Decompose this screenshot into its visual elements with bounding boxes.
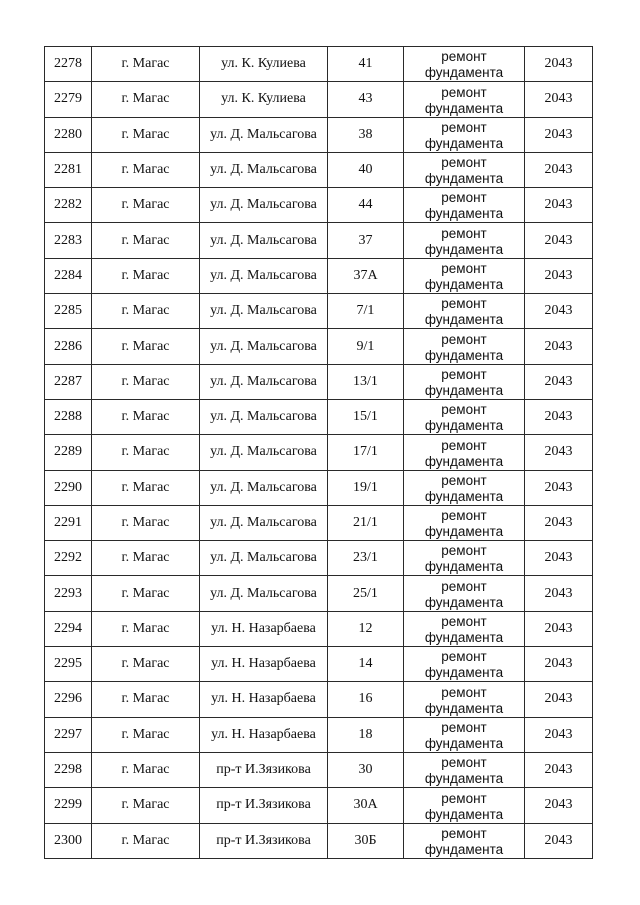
row-number-cell: 2296 xyxy=(45,682,92,717)
table-row xyxy=(45,223,593,258)
work-type-line1: ремонт xyxy=(441,331,487,347)
year-cell: 2043 xyxy=(525,223,593,258)
table-row xyxy=(45,364,593,399)
work-type-line2: фундамента xyxy=(424,841,504,857)
house-number-cell: 30А xyxy=(328,788,404,823)
work-type-line2: фундамента xyxy=(424,206,504,222)
work-type-cell xyxy=(404,329,525,364)
table-row xyxy=(45,294,593,329)
table-row xyxy=(45,470,593,505)
row-number-cell: 2285 xyxy=(45,294,92,329)
year-cell: 2043 xyxy=(525,823,593,858)
row-number-cell: 2300 xyxy=(45,823,92,858)
row-number-cell: 2289 xyxy=(45,435,92,470)
street-cell: ул. К. Кулиева xyxy=(200,47,328,82)
street-cell: ул. К. Кулиева xyxy=(200,82,328,117)
row-number-cell: 2292 xyxy=(45,541,92,576)
street-cell: ул. Д. Мальсагова xyxy=(200,505,328,540)
street-cell: ул. Д. Мальсагова xyxy=(200,294,328,329)
work-type-line2: фундамента xyxy=(424,171,504,187)
year-cell: 2043 xyxy=(525,470,593,505)
year-cell: 2043 xyxy=(525,611,593,646)
work-type-line1: ремонт xyxy=(441,437,487,453)
house-number-cell: 17/1 xyxy=(328,435,404,470)
city-cell: г. Магас xyxy=(92,364,200,399)
city-cell: г. Магас xyxy=(92,188,200,223)
city-cell: г. Магас xyxy=(92,399,200,434)
year-cell: 2043 xyxy=(525,364,593,399)
city-cell: г. Магас xyxy=(92,717,200,752)
city-cell: г. Магас xyxy=(92,682,200,717)
table-row xyxy=(45,611,593,646)
year-cell: 2043 xyxy=(525,47,593,82)
work-type-line1: ремонт xyxy=(441,366,487,382)
house-number-cell: 9/1 xyxy=(328,329,404,364)
work-type-cell xyxy=(404,788,525,823)
work-type-line2: фундамента xyxy=(424,418,504,434)
work-type-line2: фундамента xyxy=(424,735,504,751)
street-cell: ул. Д. Мальсагова xyxy=(200,188,328,223)
work-type-line1: ремонт xyxy=(441,84,487,100)
work-type-cell xyxy=(404,505,525,540)
city-cell: г. Магас xyxy=(92,329,200,364)
work-type-line2: фундамента xyxy=(424,771,504,787)
table-row xyxy=(45,152,593,187)
work-type-cell xyxy=(404,682,525,717)
street-cell: ул. Д. Мальсагова xyxy=(200,152,328,187)
row-number-cell: 2281 xyxy=(45,152,92,187)
house-number-cell: 21/1 xyxy=(328,505,404,540)
house-number-cell: 30Б xyxy=(328,823,404,858)
work-type-line2: фундамента xyxy=(424,594,504,610)
house-number-cell: 25/1 xyxy=(328,576,404,611)
year-cell: 2043 xyxy=(525,117,593,152)
work-type-cell xyxy=(404,82,525,117)
table-row xyxy=(45,258,593,293)
house-number-cell: 15/1 xyxy=(328,399,404,434)
work-type-line2: фундамента xyxy=(424,559,504,575)
work-type-line1: ремонт xyxy=(441,684,487,700)
house-number-cell: 7/1 xyxy=(328,294,404,329)
street-cell: ул. Н. Назарбаева xyxy=(200,717,328,752)
work-type-cell xyxy=(404,152,525,187)
work-type-line2: фундамента xyxy=(424,700,504,716)
work-type-line1: ремонт xyxy=(441,719,487,735)
table-body xyxy=(45,47,593,859)
table-row xyxy=(45,435,593,470)
year-cell: 2043 xyxy=(525,435,593,470)
table-row xyxy=(45,576,593,611)
work-type-line2: фундамента xyxy=(424,665,504,681)
city-cell: г. Магас xyxy=(92,611,200,646)
city-cell: г. Магас xyxy=(92,505,200,540)
city-cell: г. Магас xyxy=(92,152,200,187)
year-cell: 2043 xyxy=(525,82,593,117)
street-cell: ул. Д. Мальсагова xyxy=(200,258,328,293)
work-type-line2: фундамента xyxy=(424,453,504,469)
city-cell: г. Магас xyxy=(92,647,200,682)
street-cell: ул. Д. Мальсагова xyxy=(200,117,328,152)
house-number-cell: 40 xyxy=(328,152,404,187)
city-cell: г. Магас xyxy=(92,752,200,787)
house-number-cell: 12 xyxy=(328,611,404,646)
work-type-cell xyxy=(404,435,525,470)
city-cell: г. Магас xyxy=(92,788,200,823)
city-cell: г. Магас xyxy=(92,576,200,611)
table-row xyxy=(45,47,593,82)
row-number-cell: 2288 xyxy=(45,399,92,434)
work-type-line1: ремонт xyxy=(441,543,487,559)
row-number-cell: 2294 xyxy=(45,611,92,646)
house-number-cell: 37 xyxy=(328,223,404,258)
year-cell: 2043 xyxy=(525,258,593,293)
work-type-cell xyxy=(404,576,525,611)
table-row xyxy=(45,505,593,540)
work-type-cell xyxy=(404,188,525,223)
work-type-line1: ремонт xyxy=(441,508,487,524)
city-cell: г. Магас xyxy=(92,117,200,152)
work-type-cell xyxy=(404,294,525,329)
work-type-cell xyxy=(404,823,525,858)
table-row xyxy=(45,752,593,787)
year-cell: 2043 xyxy=(525,576,593,611)
row-number-cell: 2286 xyxy=(45,329,92,364)
work-type-cell xyxy=(404,258,525,293)
house-number-cell: 16 xyxy=(328,682,404,717)
street-cell: ул. Д. Мальсагова xyxy=(200,470,328,505)
city-cell: г. Магас xyxy=(92,541,200,576)
work-type-cell xyxy=(404,470,525,505)
street-cell: пр-т И.Зязикова xyxy=(200,823,328,858)
street-cell: пр-т И.Зязикова xyxy=(200,752,328,787)
row-number-cell: 2283 xyxy=(45,223,92,258)
work-type-cell xyxy=(404,364,525,399)
house-number-cell: 41 xyxy=(328,47,404,82)
street-cell: ул. Д. Мальсагова xyxy=(200,364,328,399)
year-cell: 2043 xyxy=(525,188,593,223)
city-cell: г. Магас xyxy=(92,47,200,82)
work-type-line1: ремонт xyxy=(441,578,487,594)
table-row xyxy=(45,399,593,434)
house-number-cell: 23/1 xyxy=(328,541,404,576)
house-number-cell: 44 xyxy=(328,188,404,223)
year-cell: 2043 xyxy=(525,541,593,576)
work-type-cell xyxy=(404,47,525,82)
street-cell: ул. Д. Мальсагова xyxy=(200,399,328,434)
work-type-line1: ремонт xyxy=(441,402,487,418)
work-type-line1: ремонт xyxy=(441,472,487,488)
work-type-line1: ремонт xyxy=(441,790,487,806)
work-type-cell xyxy=(404,611,525,646)
house-number-cell: 14 xyxy=(328,647,404,682)
city-cell: г. Магас xyxy=(92,223,200,258)
year-cell: 2043 xyxy=(525,152,593,187)
work-type-line1: ремонт xyxy=(441,119,487,135)
city-cell: г. Магас xyxy=(92,82,200,117)
year-cell: 2043 xyxy=(525,682,593,717)
row-number-cell: 2278 xyxy=(45,47,92,82)
work-type-line1: ремонт xyxy=(441,261,487,277)
city-cell: г. Магас xyxy=(92,823,200,858)
work-type-line1: ремонт xyxy=(441,49,487,65)
street-cell: ул. Д. Мальсагова xyxy=(200,329,328,364)
row-number-cell: 2293 xyxy=(45,576,92,611)
work-type-line2: фундамента xyxy=(424,241,504,257)
work-type-line2: фундамента xyxy=(424,277,504,293)
street-cell: ул. Д. Мальсагова xyxy=(200,541,328,576)
year-cell: 2043 xyxy=(525,399,593,434)
row-number-cell: 2291 xyxy=(45,505,92,540)
house-number-cell: 43 xyxy=(328,82,404,117)
house-number-cell: 37А xyxy=(328,258,404,293)
year-cell: 2043 xyxy=(525,752,593,787)
work-type-cell xyxy=(404,647,525,682)
city-cell: г. Магас xyxy=(92,470,200,505)
repair-schedule-table xyxy=(44,46,593,859)
work-type-cell xyxy=(404,223,525,258)
row-number-cell: 2287 xyxy=(45,364,92,399)
work-type-line2: фундамента xyxy=(424,135,504,151)
table-row xyxy=(45,647,593,682)
row-number-cell: 2299 xyxy=(45,788,92,823)
work-type-line2: фундамента xyxy=(424,347,504,363)
year-cell: 2043 xyxy=(525,329,593,364)
table-row xyxy=(45,788,593,823)
year-cell: 2043 xyxy=(525,505,593,540)
work-type-line2: фундамента xyxy=(424,488,504,504)
city-cell: г. Магас xyxy=(92,435,200,470)
work-type-line2: фундамента xyxy=(424,382,504,398)
table-row xyxy=(45,82,593,117)
work-type-line2: фундамента xyxy=(424,65,504,81)
year-cell: 2043 xyxy=(525,294,593,329)
work-type-line2: фундамента xyxy=(424,524,504,540)
row-number-cell: 2279 xyxy=(45,82,92,117)
row-number-cell: 2280 xyxy=(45,117,92,152)
table-row xyxy=(45,823,593,858)
city-cell: г. Магас xyxy=(92,258,200,293)
row-number-cell: 2290 xyxy=(45,470,92,505)
house-number-cell: 38 xyxy=(328,117,404,152)
work-type-cell xyxy=(404,752,525,787)
work-type-line1: ремонт xyxy=(441,825,487,841)
house-number-cell: 18 xyxy=(328,717,404,752)
work-type-line2: фундамента xyxy=(424,312,504,328)
table-row xyxy=(45,329,593,364)
street-cell: ул. Н. Назарбаева xyxy=(200,611,328,646)
work-type-line1: ремонт xyxy=(441,755,487,771)
work-type-cell xyxy=(404,399,525,434)
table-row xyxy=(45,717,593,752)
work-type-line2: фундамента xyxy=(424,100,504,116)
street-cell: пр-т И.Зязикова xyxy=(200,788,328,823)
work-type-cell xyxy=(404,541,525,576)
work-type-line1: ремонт xyxy=(441,614,487,630)
table-row xyxy=(45,117,593,152)
work-type-cell xyxy=(404,117,525,152)
row-number-cell: 2297 xyxy=(45,717,92,752)
row-number-cell: 2295 xyxy=(45,647,92,682)
work-type-line2: фундамента xyxy=(424,806,504,822)
work-type-line1: ремонт xyxy=(441,296,487,312)
house-number-cell: 30 xyxy=(328,752,404,787)
year-cell: 2043 xyxy=(525,788,593,823)
house-number-cell: 13/1 xyxy=(328,364,404,399)
row-number-cell: 2282 xyxy=(45,188,92,223)
work-type-line2: фундамента xyxy=(424,630,504,646)
table-row xyxy=(45,188,593,223)
street-cell: ул. Н. Назарбаева xyxy=(200,682,328,717)
city-cell: г. Магас xyxy=(92,294,200,329)
street-cell: ул. Д. Мальсагова xyxy=(200,576,328,611)
table-row xyxy=(45,541,593,576)
work-type-line1: ремонт xyxy=(441,155,487,171)
work-type-line1: ремонт xyxy=(441,190,487,206)
street-cell: ул. Н. Назарбаева xyxy=(200,647,328,682)
work-type-cell xyxy=(404,717,525,752)
house-number-cell: 19/1 xyxy=(328,470,404,505)
year-cell: 2043 xyxy=(525,647,593,682)
work-type-line1: ремонт xyxy=(441,225,487,241)
row-number-cell: 2298 xyxy=(45,752,92,787)
work-type-line1: ремонт xyxy=(441,649,487,665)
table-row xyxy=(45,682,593,717)
street-cell: ул. Д. Мальсагова xyxy=(200,435,328,470)
street-cell: ул. Д. Мальсагова xyxy=(200,223,328,258)
row-number-cell: 2284 xyxy=(45,258,92,293)
year-cell: 2043 xyxy=(525,717,593,752)
